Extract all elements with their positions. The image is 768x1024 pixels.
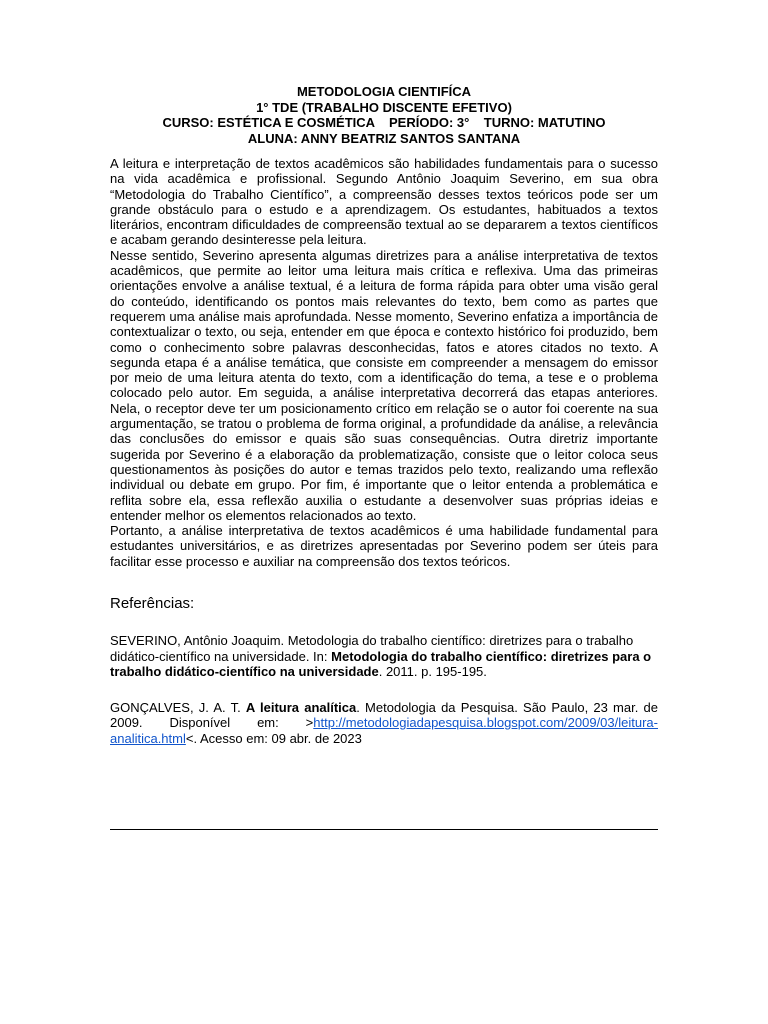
reference-severino-suffix: . 2011. p. 195-195. (378, 664, 487, 680)
reference-goncalves-prefix: GONÇALVES, J. A. T. (110, 699, 246, 715)
footnote-divider (110, 829, 658, 830)
reference-goncalves-link[interactable]: http://metodologiadapesquisa.blogspot.com/2009/03/leitura-analitica.html (110, 715, 658, 746)
reference-goncalves (110, 700, 658, 747)
course-info: CURSO: ESTÉTICA E COSMÉTICA PERÍODO: 3° TURNO: MATUTINO (162, 115, 606, 130)
reference-severino (110, 633, 658, 680)
course-title: METODOLOGIA CIENTIFÍCA (296, 84, 472, 99)
reference-goncalves-middle: . Metodologia da Pesquisa. São Paulo, 23 mar. de 2009. Disponível em: > (110, 699, 658, 731)
document-header (110, 84, 658, 146)
body-paragraph-1: A leitura e interpretação de textos acadêmicos são habilidades fundamentais para o sucesso na vida acadêmica e profissional. Segundo Antônio Joaquim Severino, em sua obra “Metodologia do Trabalho Científico”, a compreensão desses textos teóricos pode ser um grande obstáculo para o estudo e a aprendizagem. Os estudantes, habituados a textos literários, encontram dificuldades de compreensão textual ao se depararem a textos científicos e acabam gerando desinteresse pela leitura. (110, 156, 658, 248)
reference-severino-bold-title: Metodologia do trabalho científico: diretrizes para o trabalho didático-científico na universidade (110, 648, 652, 680)
reference-goncalves-suffix: <. Acesso em: 09 abr. de 2023 (185, 730, 362, 746)
body-paragraph-3: Portanto, a análise interpretativa de textos acadêmicos é uma habilidade fundamental para estudantes universitários, e as diretrizes apresentadas por Severino podem ser úteis para facilitar esse processo e auxiliar na compreensão dos textos teóricos. (110, 523, 658, 569)
reference-goncalves-bold-title: A leitura analítica (245, 699, 357, 715)
reference-severino-prefix: SEVERINO, Antônio Joaquim. Metodologia do trabalho científico: diretrizes para o trabalho didático-científico na universidade. In: (110, 633, 634, 664)
references-title: Referências: (110, 595, 195, 613)
document-page (110, 84, 658, 766)
assignment-title: 1° TDE (TRABALHO DISCENTE EFETIVO) (256, 99, 512, 115)
document-body (110, 156, 658, 569)
body-paragraph-2: Nesse sentido, Severino apresenta algumas diretrizes para a análise interpretativa de textos acadêmicos, que permite ao leitor uma leitura mais crítica e reflexiva. Uma das primeiras orientações envolve a análise textual, é a leitura de forma rápida para obter uma visão geral do conteúdo, identificando os pontos mais relevantes do texto, bem como as partes que requerem uma análise mais aprofundada. Nesse momento, Severino enfatiza a importância de contextualizar o texto, ou seja, entender em que época e contexto histórico foi produzido, bem como o conhecimento sobre palavras desconhecidas, fatos e atores citados no texto. A segunda etapa é a análise temática, que consiste em compreender a mensagem do emissor por meio de uma leitura atenta do texto, com a identificação do tema, a tese e o problema colocado pelo autor. Em seguida, a análise interpretativa decorrerá das etapas anteriores. Nela, o receptor deve ter um posicionamento crítico em relação se o autor foi coerente na sua argumentação, se tratou o problema de forma original, a profundidade da análise, a relevância das conclusões do emissor e quais são suas consequências. Outra diretriz importante sugerida por Severino é a elaboração da problematização, consiste que o leitor coloca seus questionamentos às posições do autor e temas trazidos pelo texto, realizando uma reflexão individual ou debate em grupo. Por fim, é importante que o leitor entenda a problemática e reflita sobre ela, essa reflexão auxilia o estudante a desenvolver suas próprias ideias e entender melhor os elementos relacionados ao texto. (110, 247, 658, 523)
student-name: ALUNA: ANNY BEATRIZ SANTOS SANTANA (247, 130, 521, 146)
